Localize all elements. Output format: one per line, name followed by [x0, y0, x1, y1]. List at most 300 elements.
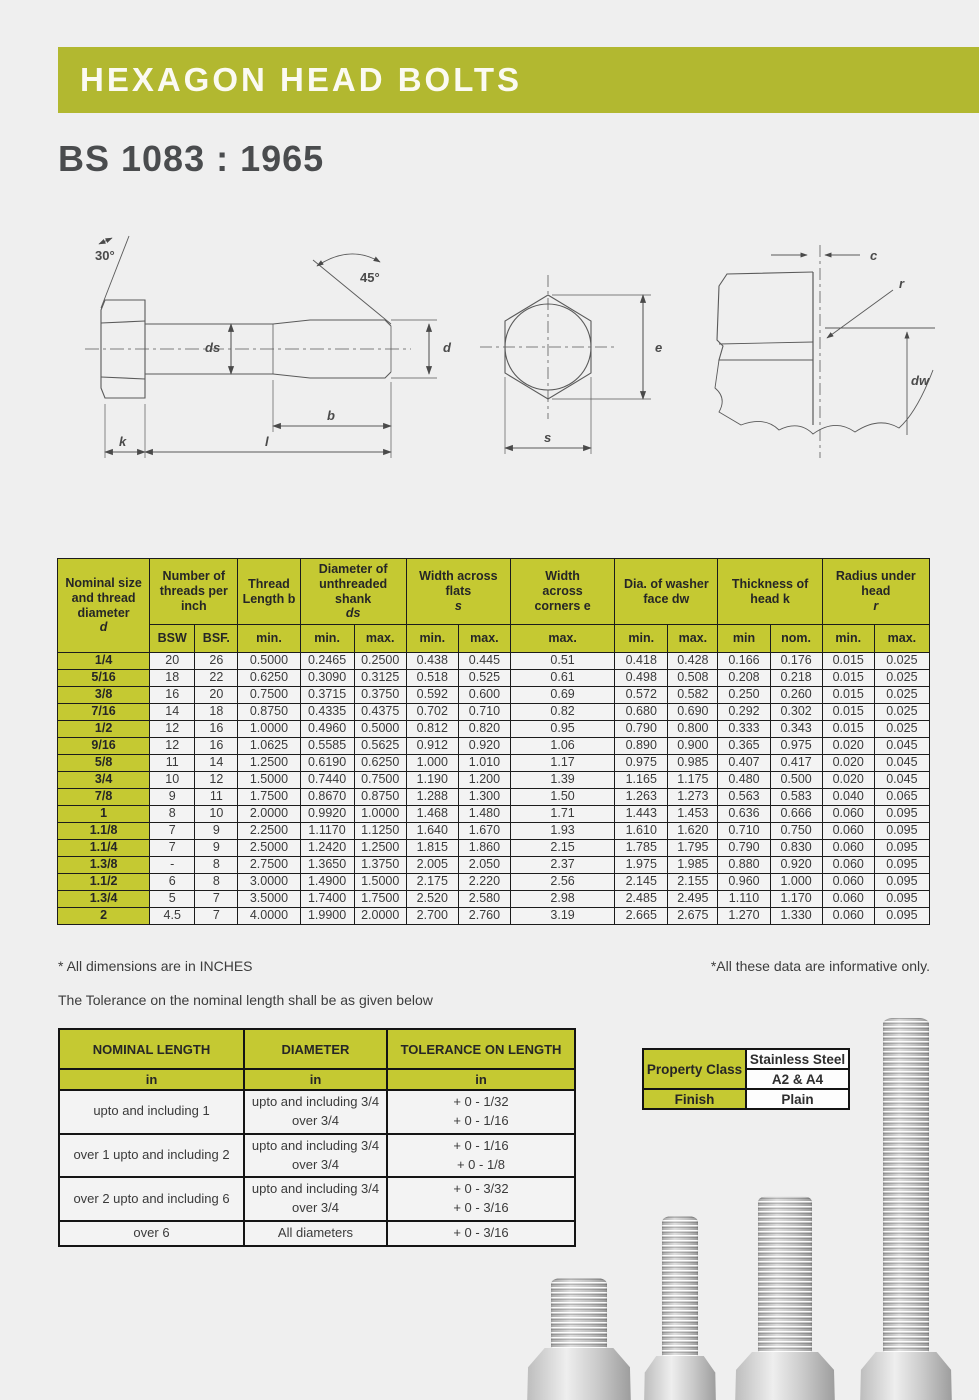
value-cell: 1.9900	[300, 908, 354, 925]
tolerance-cell: + 0 - 1/32 + 0 - 1/16	[387, 1090, 575, 1134]
value-cell: 1.815	[406, 840, 458, 857]
value-cell: 1.170	[770, 891, 822, 908]
value-cell: 1.110	[718, 891, 770, 908]
table-row	[58, 857, 930, 874]
column-group-header: Thickness of head k	[718, 559, 822, 625]
column-sub-header: max.	[458, 625, 510, 653]
tolerance-row	[59, 1090, 575, 1134]
value-cell: 2.665	[615, 908, 668, 925]
value-cell: 2.495	[668, 891, 718, 908]
value-cell: 0.710	[458, 704, 510, 721]
value-cell: 0.417	[770, 755, 822, 772]
bolt-photo-long	[860, 1018, 952, 1400]
value-cell: 1.273	[668, 789, 718, 806]
bolt-technical-drawing	[55, 220, 935, 482]
value-cell: 0.060	[822, 806, 874, 823]
value-cell: 1.480	[458, 806, 510, 823]
bolt-photo-medium	[644, 1216, 716, 1400]
value-cell: 0.900	[668, 738, 718, 755]
value-cell: 0.69	[510, 687, 614, 704]
value-cell: 0.750	[770, 823, 822, 840]
value-cell: 0.6250	[238, 670, 300, 687]
value-cell: 0.51	[510, 653, 614, 670]
value-cell: 16	[150, 687, 195, 704]
tolerance-cell: + 0 - 3/16	[387, 1221, 575, 1246]
value-cell: 0.2465	[300, 653, 354, 670]
value-cell: 5	[150, 891, 195, 908]
dim-label-ds: ds	[205, 340, 221, 355]
value-cell: 0.975	[770, 738, 822, 755]
table-row	[58, 721, 930, 738]
value-cell: 0.025	[874, 704, 929, 721]
nominal-size-cell: 7/16	[58, 704, 150, 721]
value-cell: 1.0000	[238, 721, 300, 738]
value-cell: 0.912	[406, 738, 458, 755]
nominal-size-cell: 1.1/2	[58, 874, 150, 891]
nominal-size-cell: 1/4	[58, 653, 150, 670]
column-sub-header: max.	[874, 625, 929, 653]
value-cell: 6	[150, 874, 195, 891]
nominal-size-cell: 9/16	[58, 738, 150, 755]
value-cell: 0.250	[718, 687, 770, 704]
value-cell: 9	[150, 789, 195, 806]
value-cell: 26	[195, 653, 238, 670]
value-cell: 2.580	[458, 891, 510, 908]
value-cell: 20	[195, 687, 238, 704]
value-cell: 1.785	[615, 840, 668, 857]
value-cell: 1.000	[770, 874, 822, 891]
value-cell: 0.508	[668, 670, 718, 687]
value-cell: 0.020	[822, 772, 874, 789]
property-row	[643, 1089, 849, 1109]
value-cell: 9	[195, 823, 238, 840]
value-cell: 0.880	[718, 857, 770, 874]
value-cell: 0.690	[668, 704, 718, 721]
value-cell: 1.7500	[354, 891, 406, 908]
tolerance-unit-cell: in	[244, 1069, 387, 1090]
column-sub-header: min.	[300, 625, 354, 653]
column-group-header: Width across corners e	[510, 559, 614, 625]
value-cell: 0.820	[458, 721, 510, 738]
column-sub-header: BSF.	[195, 625, 238, 653]
bolt-photo-short	[527, 1278, 631, 1400]
column-sub-header: min.	[238, 625, 300, 653]
value-cell: 0.095	[874, 823, 929, 840]
value-cell: 1.288	[406, 789, 458, 806]
tolerance-unit-row	[59, 1069, 575, 1090]
value-cell: 0.025	[874, 653, 929, 670]
dimension-table-body	[58, 653, 930, 925]
value-cell: 4.0000	[238, 908, 300, 925]
property-grade-value: A2 & A4	[746, 1069, 849, 1089]
value-cell: 0.582	[668, 687, 718, 704]
value-cell: 0.428	[668, 653, 718, 670]
value-cell: 0.020	[822, 755, 874, 772]
column-sub-header: max.	[510, 625, 614, 653]
table-row	[58, 755, 930, 772]
value-cell: 0.790	[718, 840, 770, 857]
value-cell: 1.39	[510, 772, 614, 789]
value-cell: 1.71	[510, 806, 614, 823]
informative-note: *All these data are informative only.	[710, 958, 930, 974]
value-cell: 7	[195, 891, 238, 908]
column-group-header: Thread Length b	[238, 559, 300, 625]
value-cell: 0.710	[718, 823, 770, 840]
value-cell: 0.812	[406, 721, 458, 738]
table-row	[58, 840, 930, 857]
value-cell: 2.155	[668, 874, 718, 891]
value-cell: 0.95	[510, 721, 614, 738]
value-cell: 0.407	[718, 755, 770, 772]
diameter-cell: upto and including 3/4 over 3/4	[244, 1134, 387, 1178]
tolerance-row	[59, 1177, 575, 1221]
value-cell: 12	[150, 738, 195, 755]
dim-label-30deg: 30°	[95, 248, 115, 263]
value-cell: 0.8750	[238, 704, 300, 721]
nominal-size-cell: 1	[58, 806, 150, 823]
bolt-shaft	[551, 1278, 607, 1350]
nominal-size-cell: 1.3/4	[58, 891, 150, 908]
table-row	[58, 789, 930, 806]
table-row	[58, 738, 930, 755]
value-cell: 0.702	[406, 704, 458, 721]
value-cell: 0.9920	[300, 806, 354, 823]
value-cell: 2.0000	[238, 806, 300, 823]
table-row	[58, 908, 930, 925]
value-cell: 0.985	[668, 755, 718, 772]
value-cell: 1.0000	[354, 806, 406, 823]
value-cell: 0.3125	[354, 670, 406, 687]
value-cell: 0.600	[458, 687, 510, 704]
value-cell: 11	[150, 755, 195, 772]
finish-label: Finish	[643, 1089, 746, 1109]
value-cell: 1.670	[458, 823, 510, 840]
value-cell: 0.592	[406, 687, 458, 704]
dim-label-k: k	[119, 434, 127, 449]
tolerance-column-header: TOLERANCE ON LENGTH	[387, 1029, 575, 1069]
nominal-size-cell: 5/8	[58, 755, 150, 772]
value-cell: 1.443	[615, 806, 668, 823]
value-cell: 0.636	[718, 806, 770, 823]
nominal-size-cell: 2	[58, 908, 150, 925]
value-cell: 2.0000	[354, 908, 406, 925]
value-cell: 0.525	[458, 670, 510, 687]
column-group-header: Width across flats s	[406, 559, 510, 625]
value-cell: 1.985	[668, 857, 718, 874]
value-cell: 0.5585	[300, 738, 354, 755]
finish-value: Plain	[746, 1089, 849, 1109]
column-sub-header: min.	[406, 625, 458, 653]
tolerance-cell: + 0 - 3/32 + 0 - 3/16	[387, 1177, 575, 1221]
header-group-row	[58, 559, 930, 625]
tolerance-unit-cell: in	[59, 1069, 244, 1090]
value-cell: 0.060	[822, 874, 874, 891]
value-cell: 10	[195, 806, 238, 823]
column-sub-header: min.	[822, 625, 874, 653]
value-cell: 0.5000	[354, 721, 406, 738]
nominal-size-cell: 7/8	[58, 789, 150, 806]
value-cell: 2.675	[668, 908, 718, 925]
value-cell: 1.50	[510, 789, 614, 806]
value-cell: 0.890	[615, 738, 668, 755]
value-cell: 0.7500	[238, 687, 300, 704]
value-cell: 0.4335	[300, 704, 354, 721]
value-cell: 1.165	[615, 772, 668, 789]
value-cell: 0.6250	[354, 755, 406, 772]
value-cell: 0.095	[874, 908, 929, 925]
value-cell: 10	[150, 772, 195, 789]
value-cell: 1.5000	[354, 874, 406, 891]
dimension-table-header	[58, 559, 930, 653]
value-cell: 0.3715	[300, 687, 354, 704]
property-row	[643, 1049, 849, 1069]
value-cell: 1.5000	[238, 772, 300, 789]
table-row	[58, 823, 930, 840]
value-cell: 1.330	[770, 908, 822, 925]
tolerance-intro: The Tolerance on the nominal length shall be as given below	[58, 992, 433, 1008]
value-cell: 0.4960	[300, 721, 354, 738]
nominal-size-cell: 5/16	[58, 670, 150, 687]
column-group-header: Diameter of unthreaded shank ds	[300, 559, 406, 625]
value-cell: 0.218	[770, 670, 822, 687]
value-cell: 1.93	[510, 823, 614, 840]
nominal-size-cell: 3/4	[58, 772, 150, 789]
nominal-size-cell: 3/8	[58, 687, 150, 704]
value-cell: 0.015	[822, 653, 874, 670]
value-cell: 2.15	[510, 840, 614, 857]
value-cell: 0.8750	[354, 789, 406, 806]
bolt-photo-large	[735, 1196, 835, 1400]
value-cell: 0.3090	[300, 670, 354, 687]
bolt-head	[644, 1356, 716, 1400]
value-cell: -	[150, 857, 195, 874]
value-cell: 0.095	[874, 874, 929, 891]
nominal-size-cell: 1.3/8	[58, 857, 150, 874]
column-sub-header: nom.	[770, 625, 822, 653]
value-cell: 16	[195, 721, 238, 738]
value-cell: 2.7500	[238, 857, 300, 874]
units-note: * All dimensions are in INCHES	[58, 958, 253, 974]
dim-label-b: b	[327, 408, 335, 423]
value-cell: 0.333	[718, 721, 770, 738]
dim-label-l: l	[265, 434, 269, 449]
value-cell: 1.3750	[354, 857, 406, 874]
nominal-length-cell: upto and including 1	[59, 1090, 244, 1134]
value-cell: 0.343	[770, 721, 822, 738]
value-cell: 2.56	[510, 874, 614, 891]
value-cell: 1.200	[458, 772, 510, 789]
bolt-head	[527, 1348, 631, 1400]
value-cell: 0.975	[615, 755, 668, 772]
nominal-length-cell: over 2 upto and including 6	[59, 1177, 244, 1221]
table-row	[58, 704, 930, 721]
value-cell: 0.020	[822, 738, 874, 755]
value-cell: 0.445	[458, 653, 510, 670]
value-cell: 0.015	[822, 704, 874, 721]
value-cell: 0.302	[770, 704, 822, 721]
value-cell: 2.700	[406, 908, 458, 925]
tolerance-column-header: DIAMETER	[244, 1029, 387, 1069]
value-cell: 2.220	[458, 874, 510, 891]
value-cell: 0.920	[458, 738, 510, 755]
value-cell: 0.583	[770, 789, 822, 806]
dimension-table	[57, 558, 930, 925]
value-cell: 18	[195, 704, 238, 721]
value-cell: 0.040	[822, 789, 874, 806]
value-cell: 3.0000	[238, 874, 300, 891]
value-cell: 1.300	[458, 789, 510, 806]
value-cell: 0.82	[510, 704, 614, 721]
value-cell: 1.975	[615, 857, 668, 874]
value-cell: 0.095	[874, 857, 929, 874]
value-cell: 2.5000	[238, 840, 300, 857]
table-row	[58, 772, 930, 789]
value-cell: 1.190	[406, 772, 458, 789]
value-cell: 0.680	[615, 704, 668, 721]
value-cell: 4.5	[150, 908, 195, 925]
value-cell: 0.800	[668, 721, 718, 738]
value-cell: 0.438	[406, 653, 458, 670]
table-row	[58, 806, 930, 823]
value-cell: 0.418	[615, 653, 668, 670]
value-cell: 1.3650	[300, 857, 354, 874]
value-cell: 2.005	[406, 857, 458, 874]
dim-label-dw: dw	[911, 373, 930, 388]
value-cell: 1.010	[458, 755, 510, 772]
value-cell: 1.468	[406, 806, 458, 823]
value-cell: 0.498	[615, 670, 668, 687]
value-cell: 2.98	[510, 891, 614, 908]
value-cell: 0.025	[874, 721, 929, 738]
standard-number: BS 1083 : 1965	[58, 138, 325, 179]
value-cell: 2.175	[406, 874, 458, 891]
dim-label-d: d	[443, 340, 451, 355]
property-class-label: Property Class	[643, 1049, 746, 1089]
value-cell: 22	[195, 670, 238, 687]
tolerance-column-header: NOMINAL LENGTH	[59, 1029, 244, 1069]
value-cell: 0.960	[718, 874, 770, 891]
value-cell: 3.5000	[238, 891, 300, 908]
dim-label-c: c	[870, 248, 878, 263]
value-cell: 18	[150, 670, 195, 687]
column-sub-header: min.	[615, 625, 668, 653]
bolt-head	[860, 1352, 952, 1400]
diameter-cell: upto and including 3/4 over 3/4	[244, 1090, 387, 1134]
value-cell: 20	[150, 653, 195, 670]
value-cell: 2.520	[406, 891, 458, 908]
nominal-size-cell: 1.1/4	[58, 840, 150, 857]
value-cell: 0.3750	[354, 687, 406, 704]
value-cell: 1.620	[668, 823, 718, 840]
value-cell: 1.06	[510, 738, 614, 755]
nominal-length-cell: over 6	[59, 1221, 244, 1246]
value-cell: 0.518	[406, 670, 458, 687]
value-cell: 11	[195, 789, 238, 806]
header-sub-row	[58, 625, 930, 653]
value-cell: 0.015	[822, 721, 874, 738]
value-cell: 12	[150, 721, 195, 738]
value-cell: 7	[150, 823, 195, 840]
value-cell: 7	[150, 840, 195, 857]
value-cell: 0.045	[874, 755, 929, 772]
column-sub-header: BSW	[150, 625, 195, 653]
value-cell: 0.563	[718, 789, 770, 806]
value-cell: 1.0625	[238, 738, 300, 755]
column-sub-header: max.	[668, 625, 718, 653]
bolt-head	[735, 1352, 835, 1400]
value-cell: 0.365	[718, 738, 770, 755]
value-cell: 1.2500	[354, 840, 406, 857]
tolerance-cell: + 0 - 1/16 + 0 - 1/8	[387, 1134, 575, 1178]
value-cell: 1.610	[615, 823, 668, 840]
tolerance-row	[59, 1221, 575, 1246]
value-cell: 0.015	[822, 670, 874, 687]
tolerance-table-body	[59, 1090, 575, 1246]
value-cell: 0.060	[822, 823, 874, 840]
value-cell: 16	[195, 738, 238, 755]
value-cell: 1.1250	[354, 823, 406, 840]
value-cell: 2.760	[458, 908, 510, 925]
value-cell: 8	[150, 806, 195, 823]
value-cell: 0.065	[874, 789, 929, 806]
value-cell: 2.2500	[238, 823, 300, 840]
tolerance-unit-cell: in	[387, 1069, 575, 1090]
value-cell: 1.640	[406, 823, 458, 840]
value-cell: 0.095	[874, 891, 929, 908]
tolerance-table-header	[59, 1029, 575, 1090]
column-group-header: Dia. of washer face dw	[615, 559, 718, 625]
value-cell: 12	[195, 772, 238, 789]
value-cell: 2.050	[458, 857, 510, 874]
value-cell: 0.208	[718, 670, 770, 687]
diameter-cell: upto and including 3/4 over 3/4	[244, 1177, 387, 1221]
nominal-size-cell: 1.1/8	[58, 823, 150, 840]
value-cell: 1.1170	[300, 823, 354, 840]
value-cell: 0.095	[874, 806, 929, 823]
table-row	[58, 653, 930, 670]
column-group-header: Nominal size and thread diameter d	[58, 559, 150, 653]
value-cell: 0.025	[874, 670, 929, 687]
value-cell: 2.485	[615, 891, 668, 908]
value-cell: 1.000	[406, 755, 458, 772]
value-cell: 0.045	[874, 738, 929, 755]
nominal-size-cell: 1/2	[58, 721, 150, 738]
bolt-shaft	[883, 1018, 929, 1354]
value-cell: 14	[150, 704, 195, 721]
value-cell: 1.7500	[238, 789, 300, 806]
value-cell: 0.095	[874, 840, 929, 857]
value-cell: 8	[195, 857, 238, 874]
bolt-shaft	[662, 1216, 698, 1358]
value-cell: 0.025	[874, 687, 929, 704]
column-group-header: Number of threads per inch	[150, 559, 238, 625]
table-row	[58, 874, 930, 891]
value-cell: 0.830	[770, 840, 822, 857]
value-cell: 0.060	[822, 908, 874, 925]
value-cell: 1.453	[668, 806, 718, 823]
value-cell: 1.270	[718, 908, 770, 925]
value-cell: 0.5625	[354, 738, 406, 755]
value-cell: 1.17	[510, 755, 614, 772]
value-cell: 0.060	[822, 891, 874, 908]
property-class-table-body	[643, 1049, 849, 1109]
column-sub-header: max.	[354, 625, 406, 653]
page-title: HEXAGON HEAD BOLTS	[80, 61, 523, 98]
value-cell: 0.6190	[300, 755, 354, 772]
value-cell: 14	[195, 755, 238, 772]
title-band	[58, 47, 979, 113]
value-cell: 0.666	[770, 806, 822, 823]
